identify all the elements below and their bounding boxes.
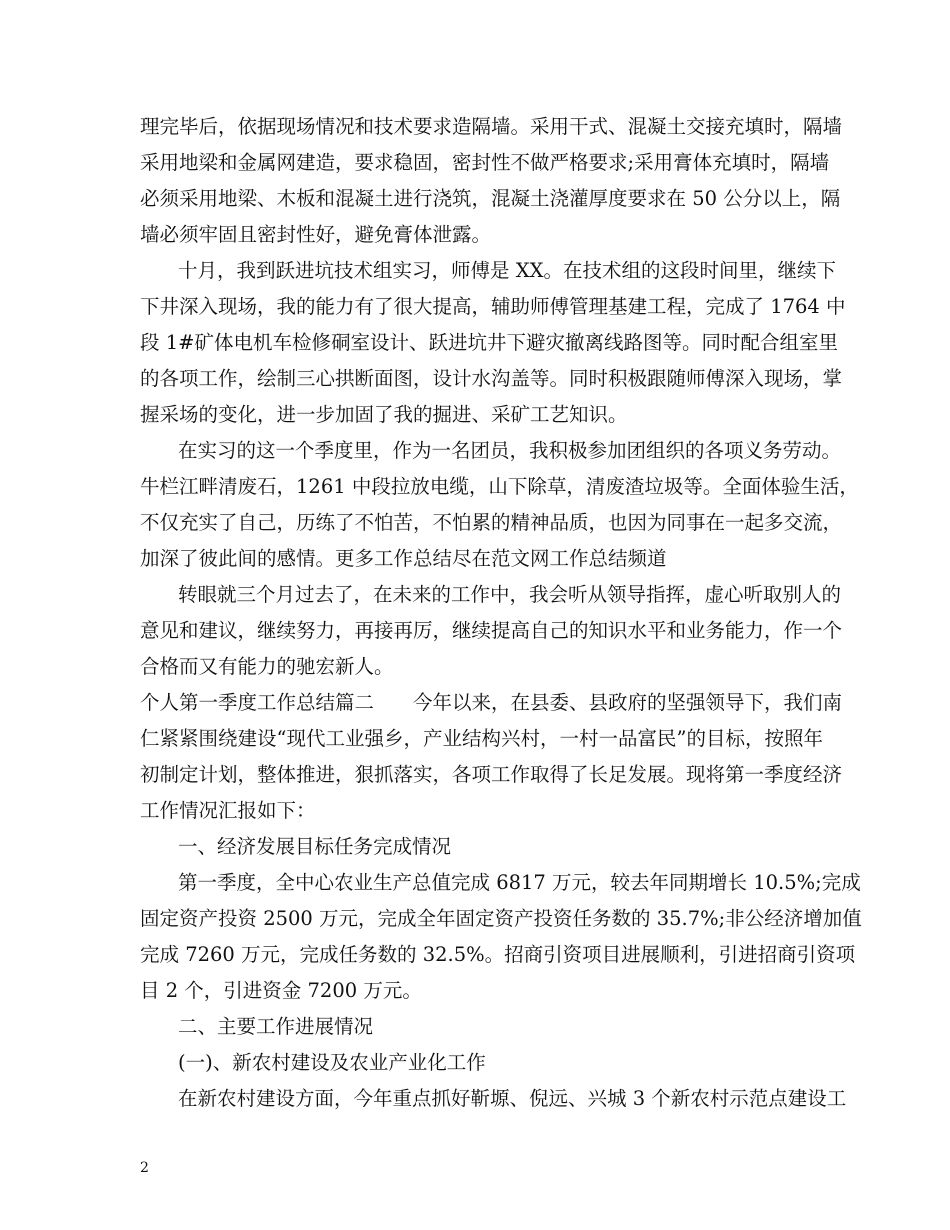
text-line: 理完毕后，依据现场情况和技术要求造隔墙。采用干式、混凝土交接充填时，隔墙	[140, 115, 843, 138]
text-line: 牛栏江畔清废石，1261 中段拉放电缆，山下除草，清废渣垃圾等。全面体验生活，	[140, 475, 859, 498]
text-line: 工作情况汇报如下：	[140, 799, 316, 822]
text-line: 完成 7260 万元，完成任务数的 32.5%。招商引资项目进展顺利，引进招商引资项	[140, 943, 856, 966]
text-line: 的各项工作，绘制三心拱断面图，设计水沟盖等。同时积极跟随师傅深入现场，掌	[140, 367, 843, 390]
paragraph-first-line: 在新农村建设方面，今年重点抓好靳塬、倪远、兴城 3 个新农村示范点建设工	[178, 1087, 847, 1110]
text-line: 墙必须牢固且密封性好，避免膏体泄露。	[140, 223, 492, 246]
subsection-heading: (一)、新农村建设及农业产业化工作	[178, 1051, 486, 1074]
text-line: 仁紧紧围绕建设“现代工业强乡，产业结构兴村，一村一品富民”的目标，按照年	[140, 727, 823, 750]
text-line: 不仅充实了自己，历练了不怕苦，不怕累的精神品质，也因为同事在一起多交流，	[140, 511, 843, 534]
text-line: 握采场的变化，进一步加固了我的掘进、采矿工艺知识。	[140, 403, 628, 426]
text-line: 采用地梁和金属网建造，要求稳固，密封性不做严格要求;采用膏体充填时，隔墙	[140, 151, 830, 174]
text-line: 目 2 个，引进资金 7200 万元。	[140, 979, 422, 1002]
paragraph-first-line: 在实习的这一个季度里，作为一名团员，我积极参加团组织的各项义务劳动。	[178, 439, 842, 462]
text-line: 初制定计划，整体推进，狠抓落实，各项工作取得了长足发展。现将第一季度经济	[140, 763, 843, 786]
text-line: 固定资产投资 2500 万元，完成全年固定资产投资任务数的 35.7%;非公经济增加值	[140, 907, 862, 930]
paragraph-first-line: 第一季度，全中心农业生产总值完成 6817 万元，较去年同期增长 10.5%;完成	[178, 871, 861, 894]
page-number: 2	[140, 1160, 149, 1176]
text-line: 必须采用地梁、木板和混凝土进行浇筑，混凝土浇灌厚度要求在 50 公分以上，隔	[140, 187, 841, 210]
paragraph-first-line: 转眼就三个月过去了，在未来的工作中，我会听从领导指挥，虚心听取别人的	[178, 583, 842, 606]
section-heading: 二、主要工作进展情况	[178, 1015, 374, 1038]
section-heading: 一、经济发展目标任务完成情况	[178, 835, 452, 858]
section-title-line: 个人第一季度工作总结篇二 今年以来，在县委、县政府的坚强领导下，我们南	[140, 691, 843, 714]
text-line: 下井深入现场，我的能力有了很大提高，辅助师傅管理基建工程，完成了 1764 中	[140, 295, 846, 318]
text-line: 段 1#矿体电机车检修硐室设计、跃进坑井下避灾撤离线路图等。同时配合组室里	[140, 331, 838, 354]
paragraph-first-line: 十月，我到跃进坑技术组实习，师傅是 XX。在技术组的这段时间里，继续下	[178, 259, 836, 282]
text-line: 加深了彼此间的感情。更多工作总结尽在范文网工作总结频道	[140, 547, 667, 570]
text-line: 意见和建议，继续努力，再接再厉，继续提高自己的知识水平和业务能力，作一个	[140, 619, 843, 642]
text-line: 合格而又有能力的驰宏新人。	[140, 655, 394, 678]
